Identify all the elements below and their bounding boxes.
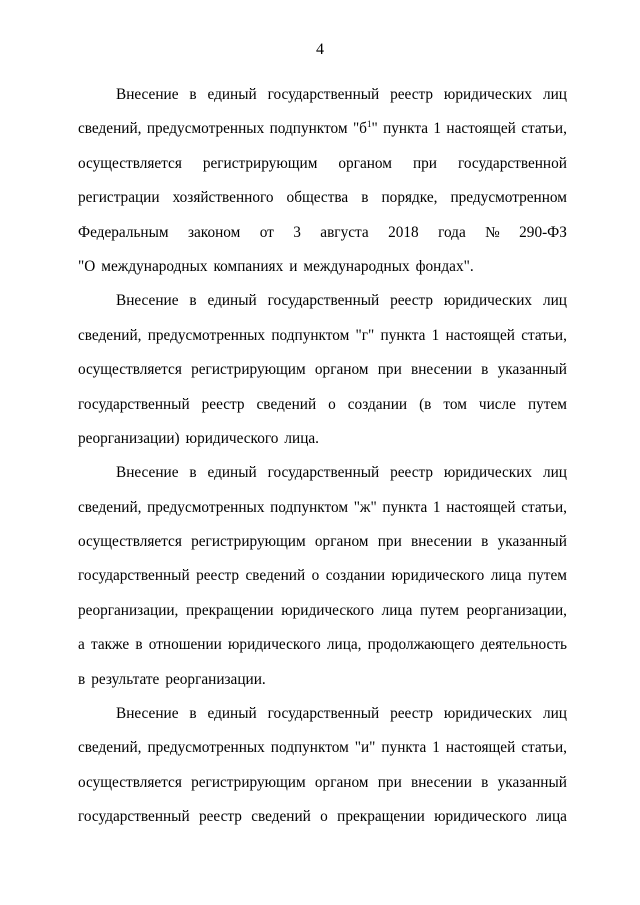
text-line: Федеральным законом от 3 августа 2018 года № 290-ФЗ bbox=[78, 223, 567, 241]
text-line: сведений, предусмотренных подпунктом "ж" пункта 1 настоящей статьи, bbox=[78, 498, 567, 516]
text-line: Внесение в единый государственный реестр юридических лиц bbox=[116, 464, 567, 482]
text-line: Внесение в единый государственный реестр юридических лиц bbox=[116, 86, 567, 103]
paragraph bbox=[78, 284, 567, 456]
text-line: регистрации хозяйственного общества в порядке, предусмотренном bbox=[78, 189, 567, 207]
page-number: 4 bbox=[316, 41, 324, 58]
text-line: осуществляется регистрирующим органом при внесении в указанный bbox=[78, 773, 567, 791]
text-line: Внесение в единый государственный реестр юридических лиц bbox=[116, 292, 567, 310]
text-line: сведений, предусмотренных подпунктом "$б^1$" пункта 1 настоящей статьи, bbox=[78, 119, 567, 138]
text-line: государственный реестр сведений о создании юридического лица путем bbox=[78, 567, 567, 585]
text-line: "О международных компаниях и международных фондах". bbox=[78, 257, 474, 275]
text-line: Внесение в единый государственный реестр юридических лиц bbox=[116, 705, 567, 723]
text-line: реорганизации) юридического лица. bbox=[78, 429, 320, 447]
text-line: сведений, предусмотренных подпунктом "г" пункта 1 настоящей статьи, bbox=[78, 326, 567, 344]
text-line: в результате реорганизации. bbox=[78, 670, 266, 688]
paragraph bbox=[78, 78, 567, 284]
text-line: государственный реестр сведений о прекращении юридического лица bbox=[78, 808, 567, 826]
document-body bbox=[78, 78, 567, 835]
text-line: осуществляется регистрирующим органом при внесении в указанный bbox=[78, 361, 567, 379]
text-line: сведений, предусмотренных подпунктом "и" пункта 1 настоящей статьи, bbox=[78, 739, 567, 757]
paragraph bbox=[78, 456, 567, 697]
text-line: реорганизации, прекращении юридического лица путем реорганизации, bbox=[78, 601, 567, 619]
paragraph bbox=[78, 697, 567, 835]
text-line: государственный реестр сведений о создании (в том числе путем bbox=[78, 395, 567, 413]
text-line: осуществляется регистрирующим органом при внесении в указанный bbox=[78, 533, 567, 551]
text-line: а также в отношении юридического лица, продолжающего деятельность bbox=[78, 636, 567, 654]
text-line: осуществляется регистрирующим органом при государственной bbox=[78, 154, 567, 172]
